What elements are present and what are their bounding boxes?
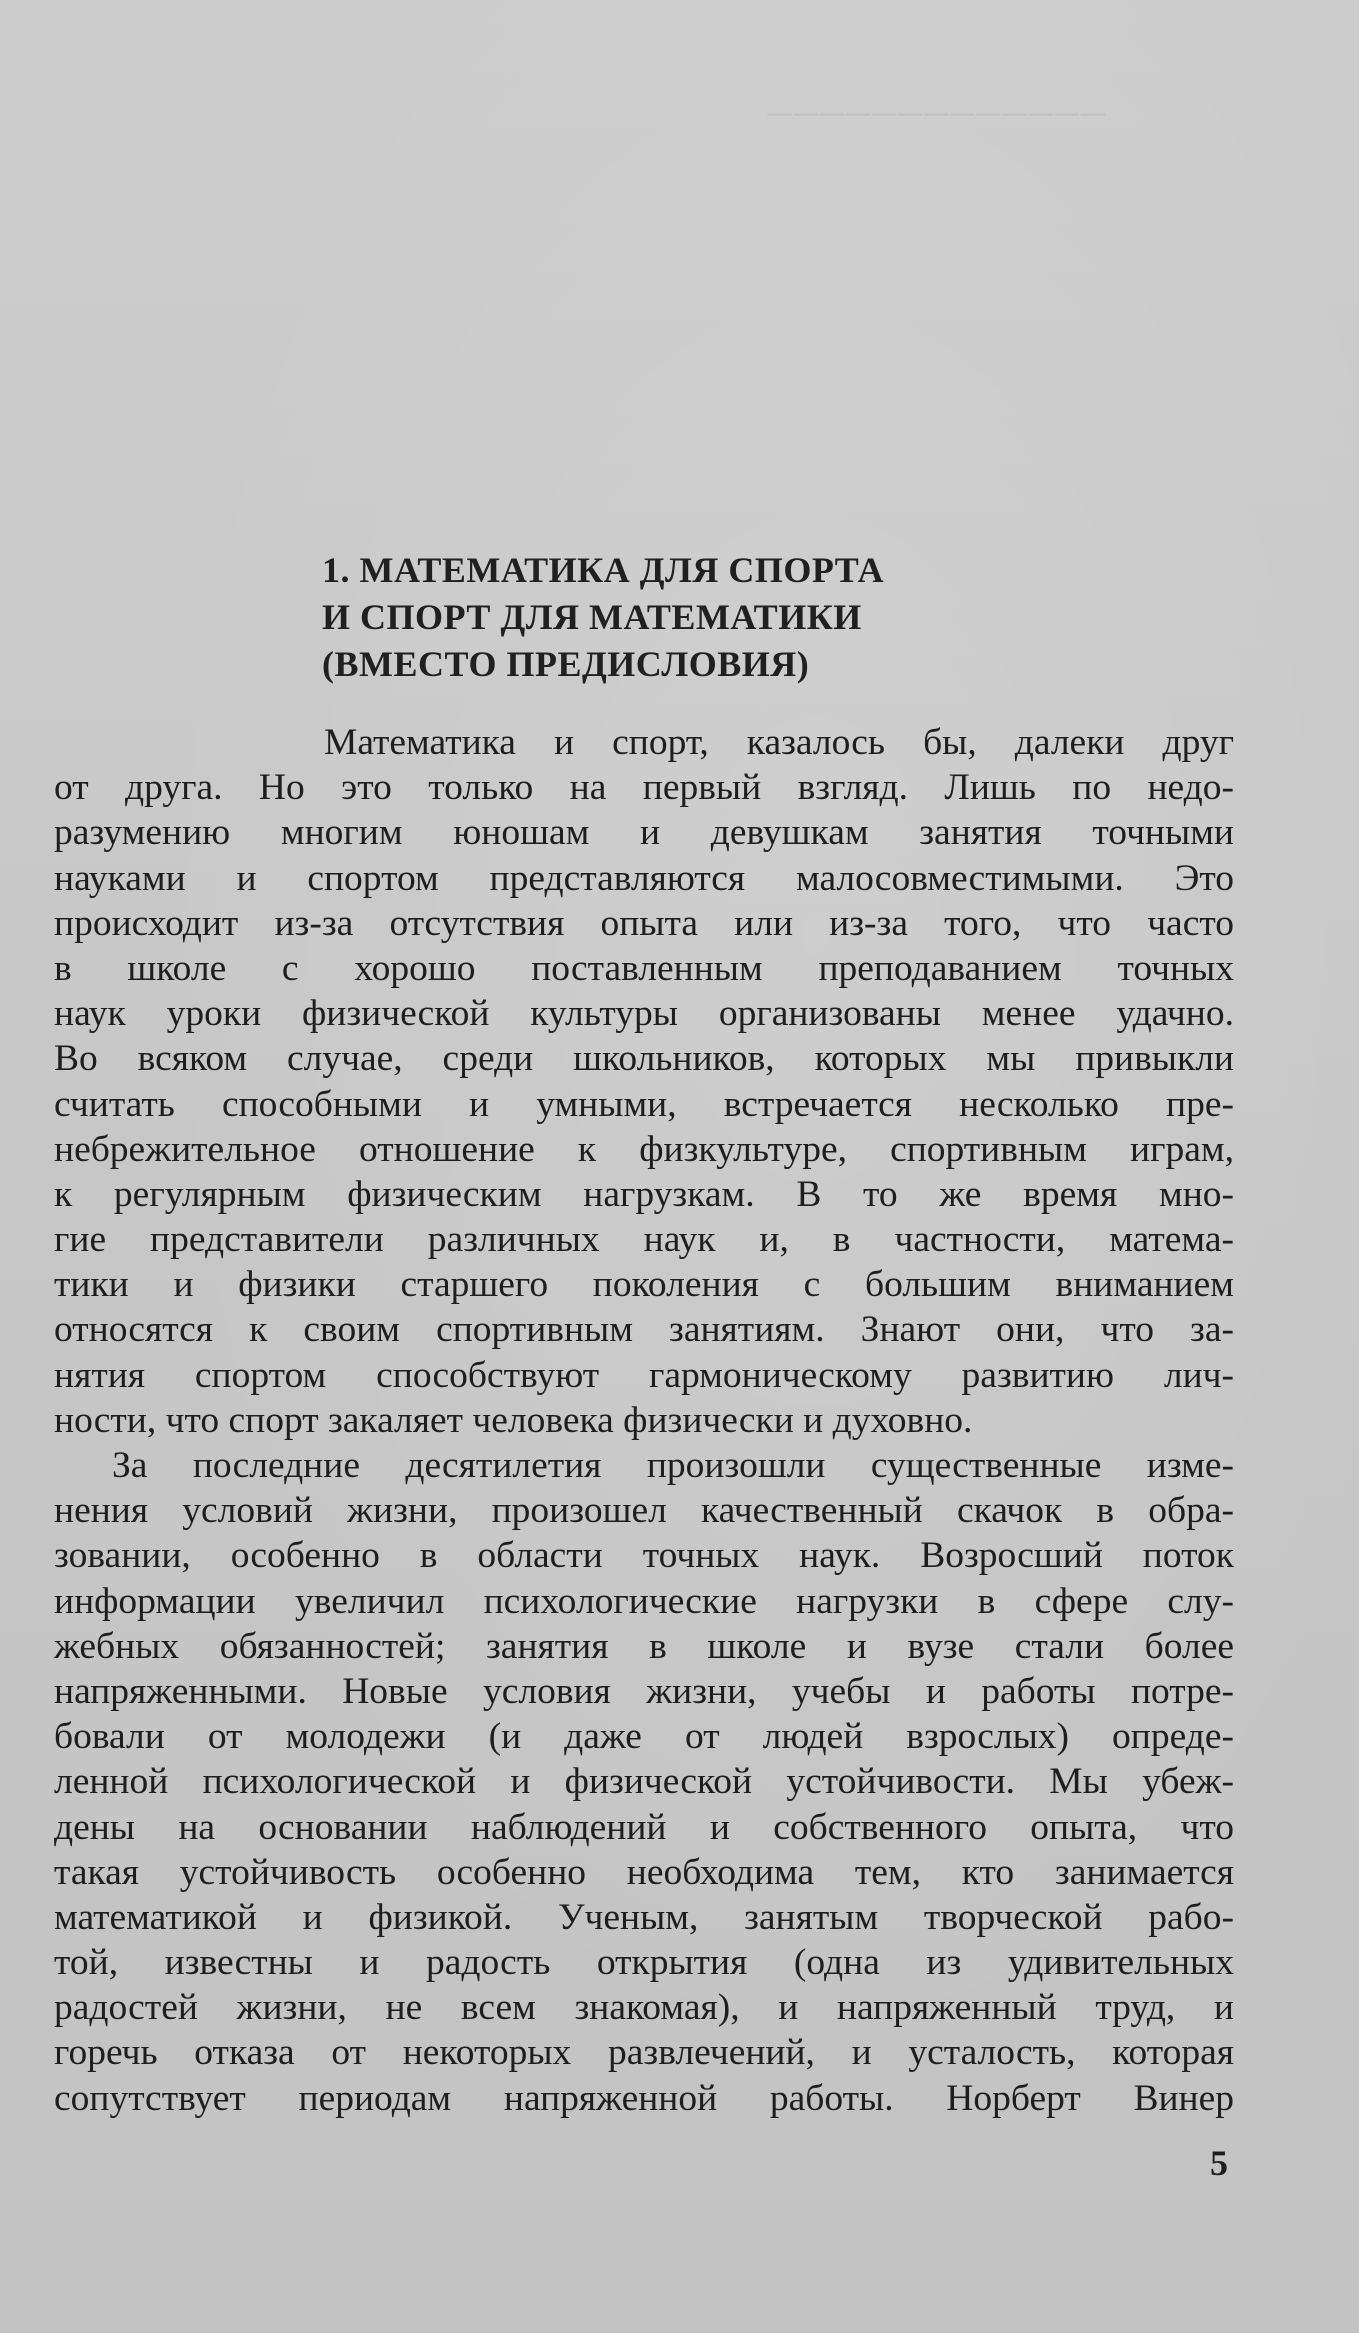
text-line: небрежительное отношение к физкультуре, спортивным играм, xyxy=(54,1128,1234,1170)
text-line: Математика и спорт, казалось бы, далеки друг xyxy=(324,722,1234,763)
paragraph-2 xyxy=(54,1443,1234,2121)
text-line: в школе с хорошо поставленным преподаванием точных xyxy=(54,947,1234,989)
text-line: такая устойчивость особенно необходима тем, кто занимается xyxy=(54,1851,1234,1893)
text-line: напряженными. Новые условия жизни, учебы и работы потре- xyxy=(54,1670,1234,1712)
text-line: математикой и физикой. Ученым, занятым творческой рабо- xyxy=(54,1896,1234,1938)
text-line: Во всяком случае, среди школьников, которых мы привыкли xyxy=(54,1038,1234,1080)
text-line: бовали от молодежи (и даже от людей взрослых) опреде- xyxy=(54,1716,1234,1758)
text-line: нятия спортом способствуют гармоническому развитию лич- xyxy=(54,1354,1234,1396)
text-line: происходит из-за отсутствия опыта или из-за того, что часто xyxy=(54,902,1234,944)
text-line: За последние десятилетия произошли существенные изме- xyxy=(112,1445,1234,1486)
text-line: наук уроки физической культуры организованы менее удачно. xyxy=(54,993,1234,1035)
text-line: к регулярным физическим нагрузкам. В то же время мно- xyxy=(54,1173,1234,1215)
text-line: считать способными и умными, встречается несколько пре- xyxy=(54,1083,1234,1125)
text-line: зовании, особенно в области точных наук. Возросший поток xyxy=(54,1535,1234,1577)
paragraph-1 xyxy=(54,720,1234,1443)
text-line: от друга. Но это только на первый взгляд. Лишь по недо- xyxy=(54,767,1234,809)
text-line: той, известны и радость открытия (одна из удивительных xyxy=(54,1942,1234,1984)
text-line: горечь отказа от некоторых развлечений, и усталость, которая xyxy=(54,2032,1234,2074)
text-line: ности, что спорт закаляет человека физически и духовно. xyxy=(54,1399,973,1441)
text-line: радостей жизни, не всем знакомая), и напряженный труд, и xyxy=(54,1987,1234,2029)
text-line: дены на основании наблюдений и собственного опыта, что xyxy=(54,1806,1234,1848)
body-text xyxy=(54,720,1234,2121)
text-line: гие представители различных наук и, в частности, матема- xyxy=(54,1219,1234,1261)
chapter-heading xyxy=(322,547,1022,688)
text-line: ленной психологической и физической устойчивости. Мы убеж- xyxy=(54,1761,1234,1803)
text-line: жебных обязанностей; занятия в школе и вузе стали более xyxy=(54,1625,1234,1667)
text-line: науками и спортом представляются малосовместимыми. Это xyxy=(54,857,1234,899)
text-line: тики и физики старшего поколения с большим вниманием xyxy=(54,1264,1234,1306)
chapter-heading-line-1: 1. МАТЕМАТИКА ДЛЯ СПОРТА xyxy=(322,550,885,590)
text-line: нения условий жизни, произошел качественный скачок в обра- xyxy=(54,1490,1234,1532)
text-line: относятся к своим спортивным занятиям. Знают они, что за- xyxy=(54,1309,1234,1351)
page-number: 5 xyxy=(1210,2143,1228,2183)
chapter-heading-line-2: И СПОРТ ДЛЯ МАТЕМАТИКИ xyxy=(322,597,862,637)
text-line: сопутствует периодам напряженной работы. Норберт Винер xyxy=(54,2077,1234,2119)
text-line: информации увеличил психологические нагрузки в сфере слу- xyxy=(54,1580,1234,1622)
text-line: разумению многим юношам и девушкам занятия точными xyxy=(54,812,1234,854)
chapter-heading-line-3: (ВМЕСТО ПРЕДИСЛОВИЯ) xyxy=(322,644,810,684)
bleed-through-text: ───────────── xyxy=(765,96,1105,133)
